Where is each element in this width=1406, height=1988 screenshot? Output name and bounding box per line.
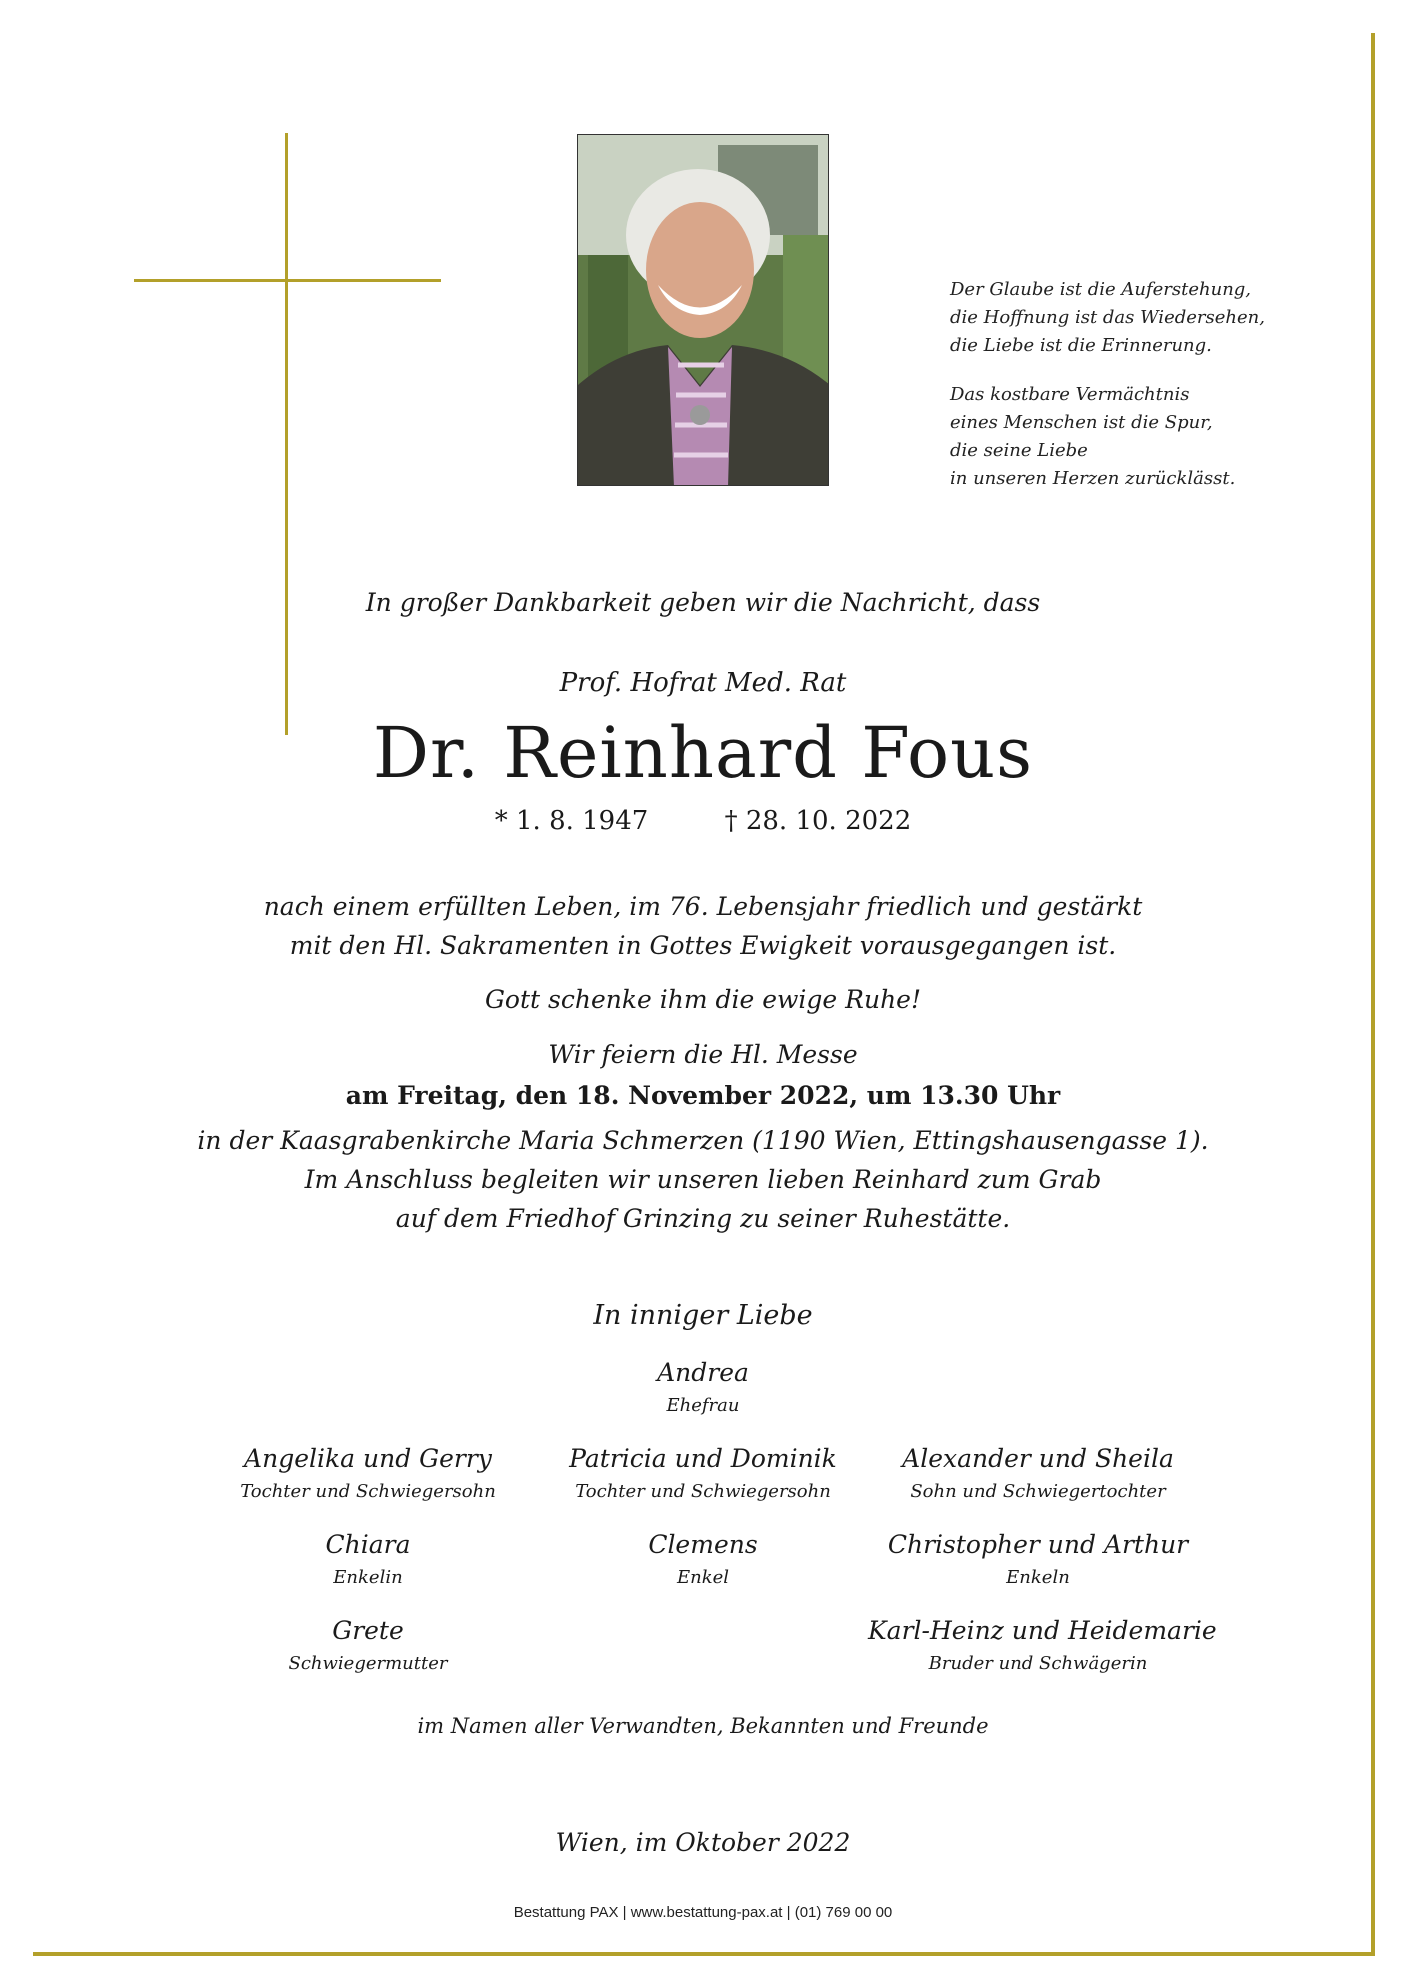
portrait-photo	[577, 134, 829, 486]
family-role: Schwiegermutter	[288, 1653, 448, 1674]
life-text-line: nach einem erfüllten Leben, im 76. Lebensjahr friedlich und gestärkt	[263, 892, 1143, 921]
family-name: Grete	[332, 1616, 404, 1645]
relatives-line: im Namen aller Verwandten, Bekannten und Freunde	[417, 1714, 989, 1738]
family-entry	[198, 1530, 538, 1588]
family-entry	[533, 1530, 873, 1588]
blessing-text: Gott schenke ihm die ewige Ruhe!	[484, 985, 922, 1014]
quote-line: die Liebe ist die Erinnerung.	[950, 335, 1212, 356]
family-entry	[533, 1358, 873, 1416]
quote-line: die seine Liebe	[950, 440, 1088, 461]
quote-line: in unseren Herzen zurücklässt.	[950, 468, 1236, 489]
life-text-line: mit den Hl. Sakramenten in Gottes Ewigkeit vorausgegangen ist.	[289, 931, 1117, 960]
quote-stanza-2	[950, 381, 1235, 493]
quote-line: Das kostbare Vermächtnis	[950, 384, 1190, 405]
mass-date: am Freitag, den 18. November 2022, um 13.30 Uhr	[345, 1081, 1061, 1110]
death-date: † 28. 10. 2022	[724, 806, 912, 836]
quote-stanza-1	[950, 276, 1265, 360]
deceased-titles: Prof. Hofrat Med. Rat	[559, 668, 847, 698]
family-entry	[533, 1444, 873, 1502]
family-name: Chiara	[325, 1530, 411, 1559]
family-name: Alexander und Sheila	[902, 1444, 1174, 1473]
family-name: Clemens	[648, 1530, 758, 1559]
family-entry	[868, 1530, 1208, 1588]
life-dates	[0, 806, 1406, 836]
footer-contact: Bestattung PAX | www.bestattung-pax.at | (01) 769 00 00	[513, 1904, 893, 1921]
mass-location-line: Im Anschluss begleiten wir unseren lieben Reinhard zum Grab	[304, 1165, 1102, 1194]
family-role: Sohn und Schwiegertochter	[910, 1481, 1166, 1502]
mass-location	[0, 1121, 1406, 1238]
family-name: Angelika und Gerry	[244, 1444, 492, 1473]
quote-line: eines Menschen ist die Spur,	[950, 412, 1213, 433]
family-role: Ehefrau	[666, 1395, 740, 1416]
life-text	[0, 887, 1406, 965]
frame-line-bottom	[33, 1952, 1375, 1956]
family-role: Bruder und Schwägerin	[928, 1653, 1148, 1674]
cross-horizontal-bar	[134, 279, 441, 282]
birth-date: * 1. 8. 1947	[494, 806, 649, 836]
family-name: Karl-Heinz und Heidemarie	[868, 1616, 1217, 1645]
intro-text: In großer Dankbarkeit geben wir die Nachricht, dass	[365, 588, 1041, 617]
family-entry	[198, 1616, 538, 1674]
quote-line: die Hoffnung ist das Wiedersehen,	[950, 307, 1265, 328]
family-role: Enkelin	[333, 1567, 403, 1588]
farewell-heading: In inniger Liebe	[593, 1300, 813, 1331]
family-name: Andrea	[657, 1358, 749, 1387]
mass-intro: Wir feiern die Hl. Messe	[548, 1040, 858, 1069]
family-role: Enkel	[676, 1567, 730, 1588]
mass-location-line: in der Kaasgrabenkirche Maria Schmerzen (1190 Wien, Ettingshausengasse 1).	[197, 1126, 1209, 1155]
family-role: Tochter und Schwiegersohn	[575, 1481, 831, 1502]
family-role: Tochter und Schwiegersohn	[240, 1481, 496, 1502]
quote-line: Der Glaube ist die Auferstehung,	[950, 279, 1252, 300]
deceased-name: Dr. Reinhard Fous	[372, 712, 1034, 794]
family-entry	[868, 1616, 1217, 1674]
cross-vertical-bar	[285, 133, 288, 735]
place-date: Wien, im Oktober 2022	[555, 1828, 851, 1857]
family-name: Christopher und Arthur	[887, 1530, 1189, 1559]
family-entry	[868, 1444, 1208, 1502]
family-role: Enkeln	[1006, 1567, 1070, 1588]
family-name: Patricia und Dominik	[569, 1444, 837, 1473]
mass-location-line: auf dem Friedhof Grinzing zu seiner Ruhestätte.	[395, 1204, 1011, 1233]
family-entry	[198, 1444, 538, 1502]
